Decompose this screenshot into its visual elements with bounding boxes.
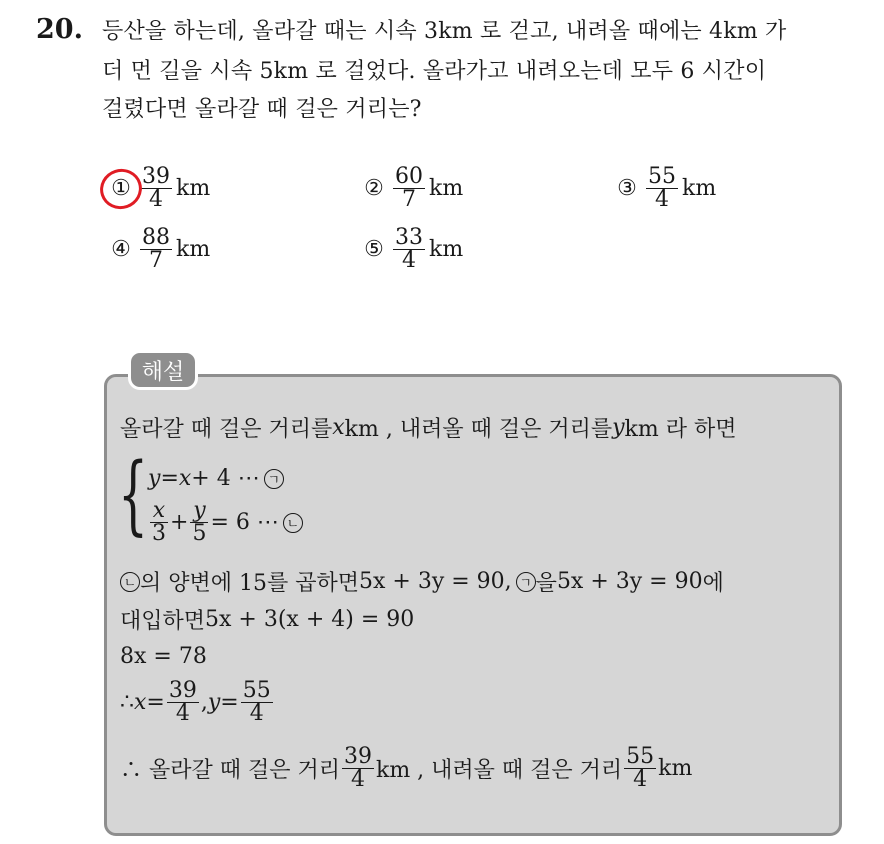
option-5-fraction: $\frac{33}{4}$ [395,225,423,273]
option-3[interactable] [610,166,716,211]
label-circle-nieun: ㄴ [283,513,303,533]
option-2-marker: ② [364,176,384,201]
solution-equation-1: y = x + 4 ⋯ ㄱ [148,466,284,491]
option-3-marker: ③ [617,176,637,201]
option-1[interactable] [104,166,210,211]
option-5[interactable] [357,227,463,272]
option-5-unit: km [429,237,464,262]
option-3-fraction: $\frac{55}{4}$ [648,164,676,212]
solution-tag: 해설 [128,350,198,390]
option-1-unit: km [176,176,211,201]
system-brace: { [118,445,149,545]
question-text-line-3: 걸렸다면 올라갈 때 걸은 거리는? [102,97,422,122]
question-number: 20. [36,14,83,45]
question-text-line-2: 더 먼 길을 시속 5km 로 걸었다. 올라가고 내려오는데 모두 6 시간이 [102,59,767,84]
option-2-fraction: $\frac{60}{7}$ [395,164,423,212]
label-circle-giyeok: ㄱ [264,469,284,489]
option-1-fraction: $\frac{39}{4}$ [142,164,170,212]
option-5-marker: ⑤ [364,237,384,262]
solution-equation-2: $\frac{x}{3}$ + $\frac{y}{5}$ = 6 ⋯ ㄴ [148,500,303,545]
option-2[interactable] [357,166,463,211]
solution-line-5: 8x = 78 [120,644,207,669]
option-4-unit: km [176,237,211,262]
option-4-fraction: $\frac{88}{7}$ [142,225,170,273]
option-3-unit: km [682,176,717,201]
question-text-line-1: 등산을 하는데, 올라갈 때는 시속 3km 로 걷고, 내려올 때에는 4km 가 [102,19,787,44]
option-4-marker: ④ [111,237,131,262]
solution-line-7: ∴ 올라갈 때 걸은 거리 $\frac{39}{4}$ km , 내려올 때 걸은 거리 $\frac{55}{4}$ km [120,744,693,792]
solution-line-6: ∴ x = $\frac{39}{4}$ , y = $\frac{55}{4}$ [120,678,271,726]
solution-line-3: ㄴ 의 양변에 15를 곱하면 5x + 3y = 90 , ㄱ 을 5x + 3y = 90 에 [120,566,724,597]
solution-line-4: 대입하면 5x + 3(x + 4) = 90 [120,607,415,634]
option-2-unit: km [429,176,464,201]
solution-line-1: 올라갈 때 걸은 거리를 x km , 내려올 때 걸은 거리를 y km 라 하면 [120,415,737,442]
option-4[interactable] [104,227,210,272]
option-1-marker: ① [104,176,138,201]
